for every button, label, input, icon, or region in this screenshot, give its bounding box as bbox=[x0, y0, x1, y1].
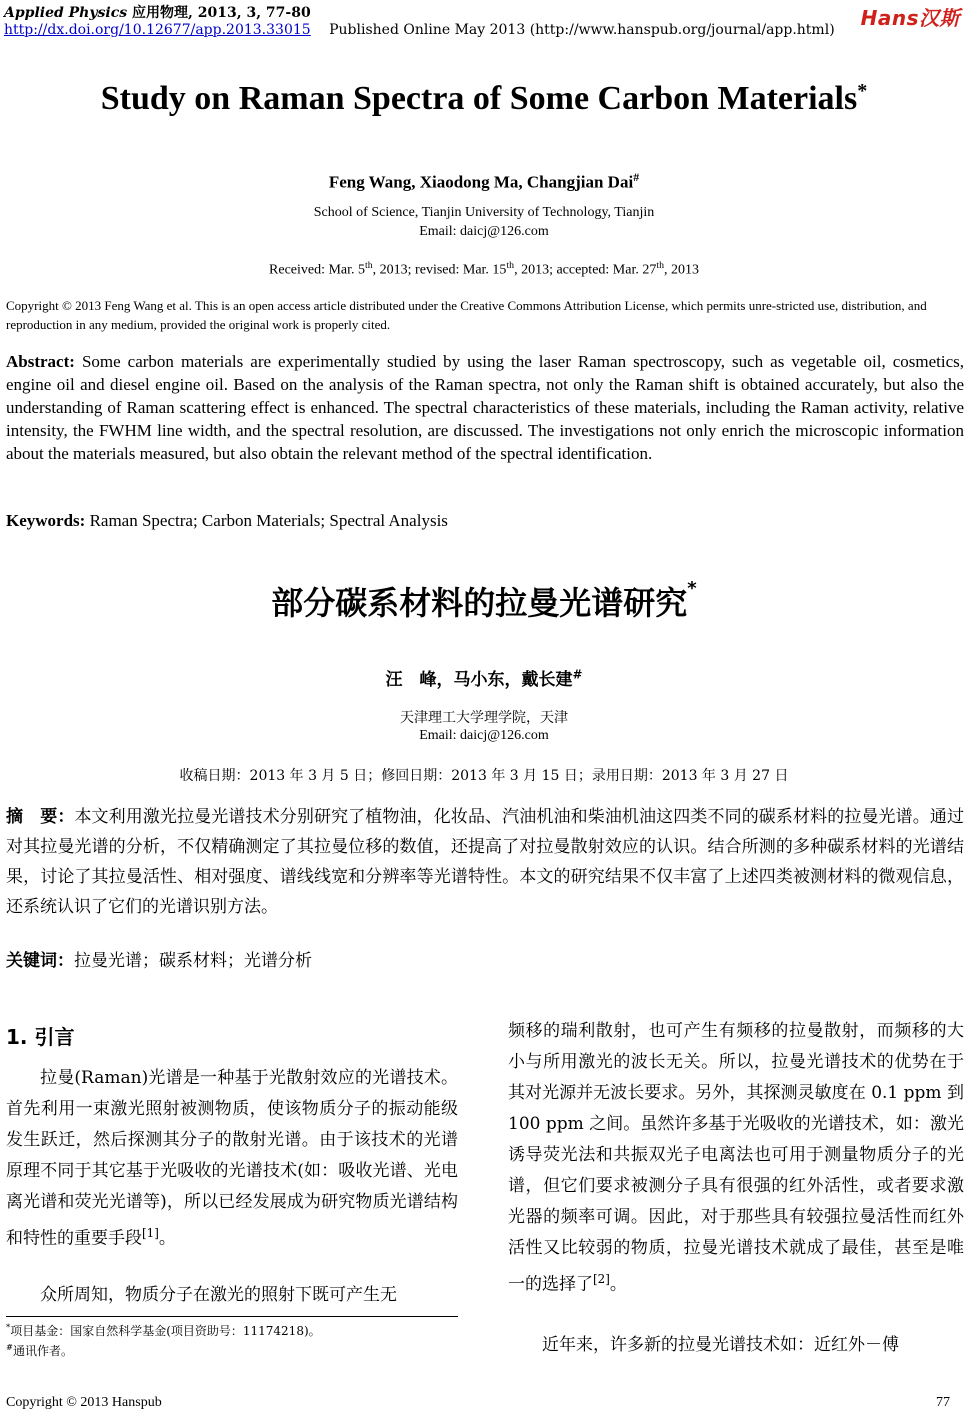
email-zh: Email: daicj@126.com bbox=[419, 728, 549, 743]
journal-name-zh: 应用物理, bbox=[131, 5, 193, 21]
footnote-corresponding: #通讯作者。 bbox=[6, 1342, 74, 1358]
keywords-label: Keywords: bbox=[6, 511, 86, 530]
intro-left-paragraph-1: 拉曼(Raman)光谱是一种基于光散射效应的光谱技术。首先利用一束激光照射被测物质，使该物质分子的振动能级发生跃迁，然后探测其分子的散射光谱。由于该技术的光谱原理不同于其它基于光吸收的光谱技术(如：吸收光谱、光电离光谱和荧光光谱等)，所以已经发展成为研究物质光谱结构和特性的重要手段[1]。 bbox=[6, 1068, 458, 1249]
corresponding-mark-zh: # bbox=[572, 667, 583, 682]
doi-link[interactable]: http://dx.doi.org/10.12677/app.2013.33015 bbox=[4, 22, 311, 38]
received-dates-en: Received: Mar. 5th, 2013; revised: Mar. 15th, 2013; accepted: Mar. 27th, 2013 bbox=[269, 260, 699, 278]
corresponding-mark: # bbox=[633, 170, 640, 184]
affiliation-zh: 天津理工大学理学院，天津 bbox=[400, 710, 568, 726]
abstract-label-zh: 摘 要： bbox=[6, 807, 75, 827]
abstract-label: Abstract: bbox=[6, 352, 75, 371]
keywords-label-zh: 关键词： bbox=[6, 951, 74, 971]
abstract-zh: 摘 要：本文利用激光拉曼光谱技术分别研究了植物油，化妆品、汽油机油和柴油机油这四类不同的碳系材料的拉曼光谱。通过对其拉曼光谱的分析，不仅精确测定了其拉曼位移的数值，还提高了对拉曼散射效应的认识。结合所测的多种碳系材料的光谱结果，讨论了其拉曼活性、相对强度、谱线线宽和分辨率等光谱特性。本文的研究结果不仅丰富了上述四类被测材料的微观信息，还系统认识了它们的光谱识别方法。 bbox=[6, 807, 964, 917]
received-dates-zh: 收稿日期：2013 年 3 月 5 日；修回日期：2013 年 3 月 15 日；录用日期：2013 年 3 月 27 日 bbox=[179, 768, 789, 784]
keywords-zh: 关键词：拉曼光谱；碳系材料；光谱分析 bbox=[6, 951, 312, 971]
affiliation-en: School of Science, Tianjin University of Technology, Tianjin bbox=[313, 205, 655, 220]
section-heading-introduction: 1. 引言 bbox=[6, 1025, 75, 1049]
title-mark-zh: * bbox=[687, 578, 697, 599]
citation-1[interactable]: [1] bbox=[142, 1226, 159, 1240]
citation-2[interactable]: [2] bbox=[593, 1272, 610, 1286]
paper-title-zh: 部分碳系材料的拉曼光谱研究* bbox=[271, 578, 697, 622]
authors-en: Feng Wang, Xiaodong Ma, Changjian Dai# bbox=[328, 170, 640, 192]
title-mark: * bbox=[857, 80, 868, 102]
intro-right-paragraph-2: 近年来，许多新的拉曼光谱技术如：近红外－傅 bbox=[542, 1335, 899, 1355]
intro-right-paragraph-1: 频移的瑞利散射，也可产生有频移的拉曼散射，而频移的大小与所用激光的波长无关。所以，拉曼光谱技术的优势在于其对光源并无波长要求。另外，其探测灵敏度在 0.1 ppm 到 100 ppm 之间。虽然许多基于光吸收的光谱技术，如：激光诱导荧光法和共振双光子电离法也可用于测量物质分子的光谱，但它们要求被测分子具有很强的红外活性，或者要求激光器的频率可调。因此，对于那些具有较强拉曼活性而红外活性又比较弱的物质，拉曼光谱技术就成了最佳，甚至是唯一的选择了[2]。 bbox=[508, 1021, 964, 1295]
journal-name: Applied Physics bbox=[4, 5, 128, 21]
footnote-fund: *项目基金：国家自然科学基金(项目资助号：11174218)。 bbox=[6, 1322, 321, 1338]
footer-copyright: Copyright © 2013 Hanspub bbox=[6, 1395, 162, 1410]
volume-info: 2013, 3, 77-80 bbox=[197, 5, 311, 21]
email-en: Email: daicj@126.com bbox=[419, 224, 549, 239]
journal-header bbox=[4, 2, 311, 22]
abstract-en: Abstract: Some carbon materials are experimentally studied by using the laser Raman spectroscopy, such as vegetable oil, cosmetics, engine oil and diesel engine oil. Based on the analysis of the Raman spectra, not only the Raman shift is obtained accurately, but also the understanding of Raman scattering effect is enhanced. The spectral characteristics of these materials, including the Raman activity, relative intensity, the FWHM line width, and the spectral resolution, are discussed. The investigations not only enrich the microscopic information about the materials measured, but also obtain the relevant method of the spectral identification. bbox=[6, 352, 964, 463]
footnote-divider bbox=[6, 1316, 458, 1317]
published-info: Published Online May 2013 (http://www.hanspub.org/journal/app.html) bbox=[329, 22, 835, 38]
paper-title-en: Study on Raman Spectra of Some Carbon Materials* bbox=[100, 80, 868, 117]
authors-zh: 汪 峰，马小东，戴长建# bbox=[385, 667, 583, 690]
copyright-notice: Copyright © 2013 Feng Wang et al. This is an open access article distributed under the Creative Commons Attribution License, which permits unre-stricted use, distribution, and reproduction in any medium, provided the original work is properly cited. bbox=[6, 298, 927, 332]
hans-logo: Hans汉斯 bbox=[860, 6, 960, 30]
intro-left-paragraph-2: 众所周知，物质分子在激光的照射下既可产生无 bbox=[40, 1285, 397, 1305]
keywords-en: Keywords: Raman Spectra; Carbon Materials; Spectral Analysis bbox=[6, 511, 448, 530]
doi-line bbox=[4, 22, 835, 38]
page-number: 77 bbox=[936, 1395, 950, 1410]
